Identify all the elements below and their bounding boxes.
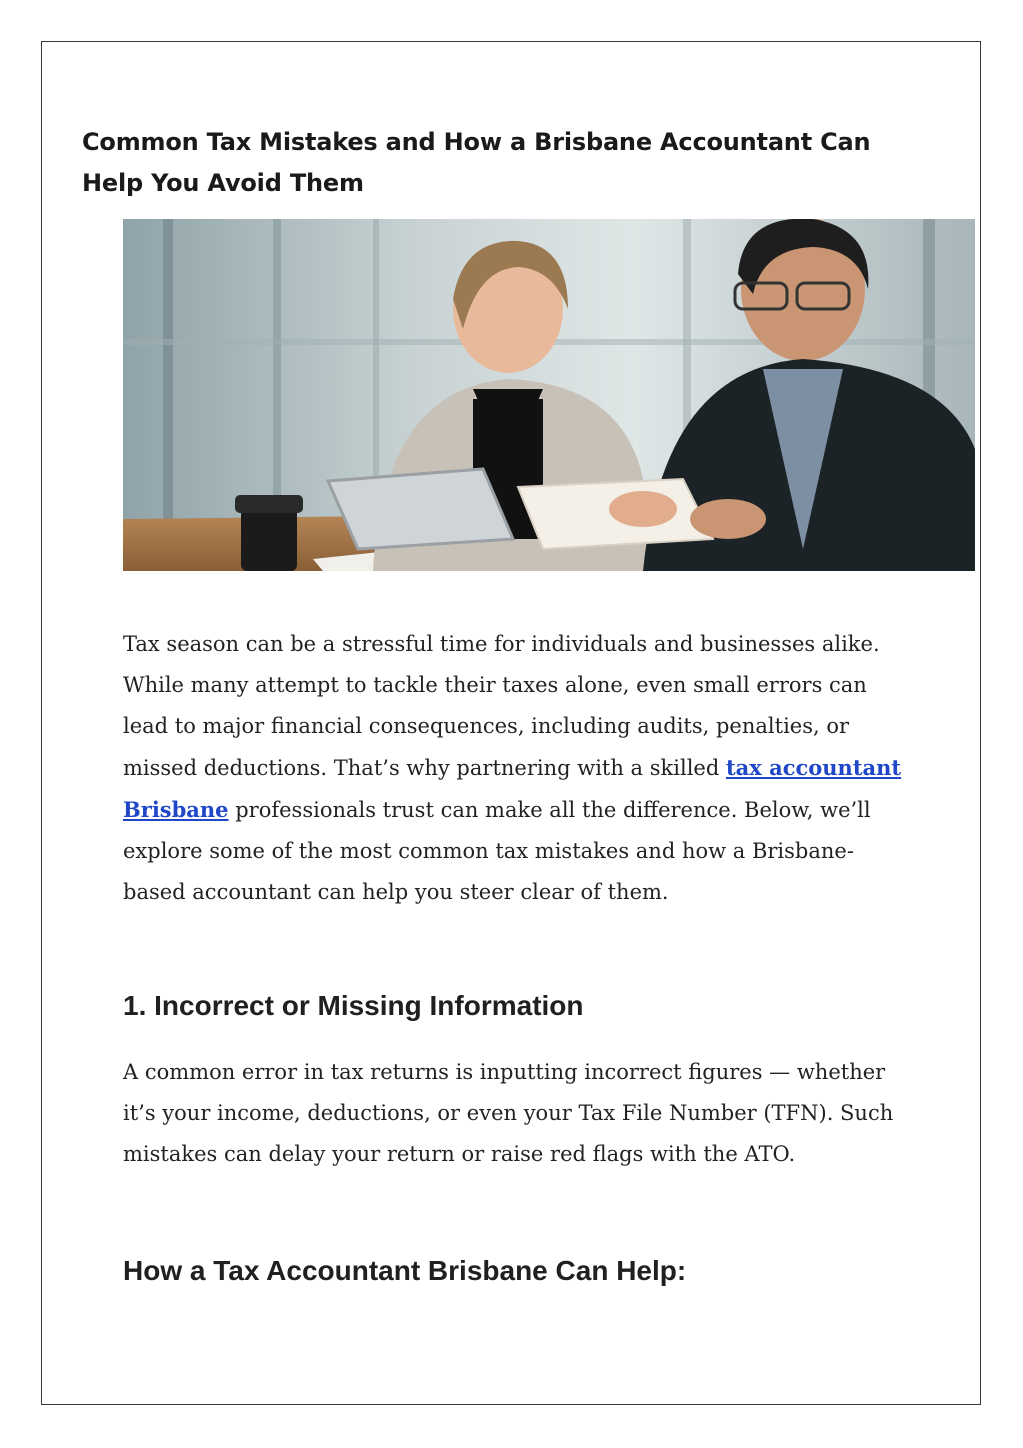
tax-accountant-brisbane-link[interactable]: tax accountant Brisbane bbox=[123, 755, 902, 822]
section-paragraph-incorrect-information: A common error in tax returns is inputting incorrect figures — whether it’s your income, deductions, or even your Tax File Number (TFN). Such mistakes can delay your return or raise red flags with the ATO. bbox=[123, 1060, 894, 1166]
section-heading-how-accountant-helps: How a Tax Accountant Brisbane Can Help: bbox=[123, 1255, 687, 1286]
intro-paragraph bbox=[123, 624, 903, 913]
intro-text-after-link: professionals trust can make all the difference. Below, we’ll explore some of the most common tax mistakes and how a Brisbane-based accountant can help you steer clear of them. bbox=[123, 798, 871, 904]
section-heading-incorrect-information: 1. Incorrect or Missing Information bbox=[123, 990, 584, 1021]
office-photo-illustration bbox=[123, 219, 975, 571]
intro-text-before-link: Tax season can be a stressful time for individuals and businesses alike. While many attempt to tackle their taxes alone, even small errors can lead to major financial consequences, including audits, penalties, or missed deductions. That’s why partnering with a skilled bbox=[123, 632, 880, 780]
article-title: Common Tax Mistakes and How a Brisbane Accountant Can Help You Avoid Them bbox=[82, 128, 871, 197]
hero-image bbox=[123, 219, 975, 571]
